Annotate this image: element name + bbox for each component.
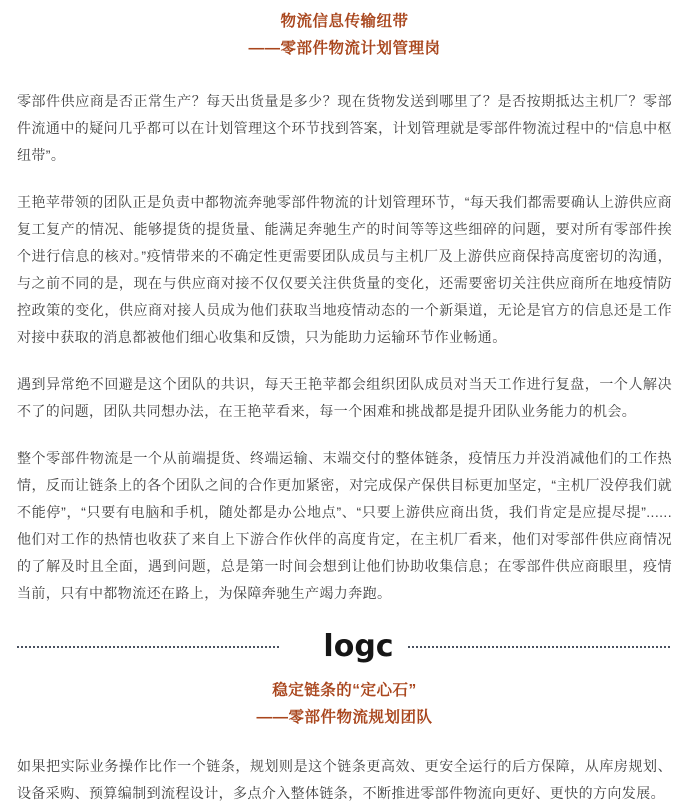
divider-dotted-line-right xyxy=(408,646,672,648)
article2-header xyxy=(17,677,672,731)
article1-paragraph-4: 整个零部件物流是一个从前端提货、终端运输、末端交付的整体链条，疫情压力并没消减他们的工作热情，反而让链条上的各个团队之间的合作更加紧密，对完成保产保供目标更加坚定，“主机厂没停我们就不能停”，“只要有电脑和手机，随处都是办公地点”、“只要上游供应商出货，我们肯定是应提尽提”......他们对工作的热情也收获了来自上下游合作伙伴的高度肯定，在主机厂看来，他们对零部件供应商情况的了解及时且全面，遇到问题，总是第一时间会想到让他们协助收集信息；在零部件供应商眼里，疫情当前，只有中都物流还在路上，为保障奔驰生产竭力奔跑。 xyxy=(17,450,672,601)
article1-paragraph-1: 零部件供应商是否正常生产？每天出货量是多少？现在货物发送到哪里了？是否按期抵达主机厂？零部件流通中的疑问几乎都可以在计划管理这个环节找到答案，计划管理就是零部件物流过程中的“信息中枢纽带”。 xyxy=(17,93,672,163)
article2-title: 稳定链条的“定心石” xyxy=(272,682,417,699)
article1-header xyxy=(17,8,672,62)
article1-title: 物流信息传输纽带 xyxy=(280,13,409,30)
divider-dotted-line-left xyxy=(17,646,281,648)
article2-paragraph-1: 如果把实际业务操作比作一个链条，规划则是这个链条更高效、更安全运行的后方保障，从库房规划、设备采购、预算编制到流程设计，多点介入整体链条，不断推进零部件物流向更好、更快的方向发展。 xyxy=(17,758,672,801)
article1-paragraph-3: 遇到异常绝不回避是这个团队的共识，每天王艳苹都会组织团队成员对当天工作进行复盘，一个人解决不了的问题，团队共同想办法，在王艳苹看来，每一个困难和挑战都是提升团队业务能力的机会。 xyxy=(17,376,672,419)
article2-subtitle: ——零部件物流规划团队 xyxy=(256,709,433,726)
logc-logo-text: logc xyxy=(323,629,394,664)
article1-paragraph-2: 王艳苹带领的团队正是负责中都物流奔驰零部件物流的计划管理环节，“每天我们都需要确认上游供应商复工复产的情况、能够提货的提货量、能满足奔驰生产的时间等等这些细碎的问题，要对所有零部件挨个进行信息的核对。”疫情带来的不确定性更需要团队成员与主机厂及上游供应商保持高度密切的沟通，与之前不同的是，现在与供应商对接不仅仅要关注供货量的变化，还需要密切关注供应商所在地疫情防控政策的变化，供应商对接人员成为他们获取当地疫情动态的一个新渠道，无论是官方的信息还是工作对接中获取的消息都被他们细心收集和反馈，只为能助力运输环节作业畅通。 xyxy=(17,194,672,345)
section-divider xyxy=(17,627,672,667)
article1-subtitle: ——零部件物流计划管理岗 xyxy=(248,40,441,57)
